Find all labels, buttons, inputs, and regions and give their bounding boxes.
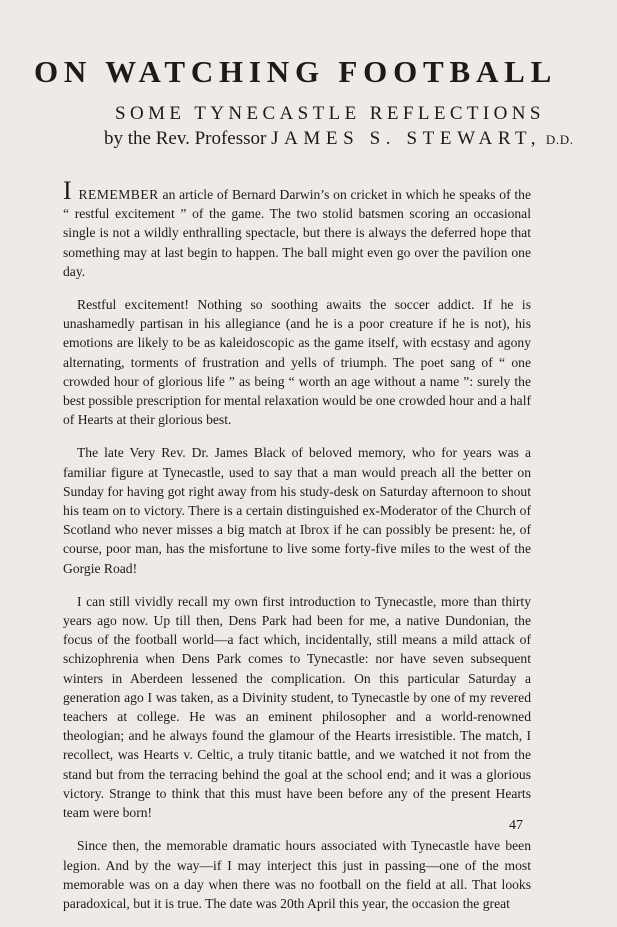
drop-cap: I — [63, 176, 72, 205]
page-number: 47 — [509, 818, 523, 833]
author-degree: D.D. — [545, 132, 574, 147]
article-subtitle: SOME TYNECASTLE REFLECTIONS — [115, 103, 545, 124]
byline-prefix: by the Rev. Professor — [104, 128, 267, 149]
author-name: JAMES S. STEWART, — [271, 128, 542, 149]
first-word: REMEMBER — [78, 187, 159, 202]
paragraph-2: Restful excitement! Nothing so soothing awaits the soccer addict. If he is unashamedly partisan in his allegiance (and he is a poor creature if he is not), his emotions are likely to be as kaleidoscopic as the game itself, with ecstasy and agony alternating, torments of frustration and yells of triumph. The poet sang of “ one crowded hour of glorious life ” as being “ worth an age without a name ”: surely the best possible prescription for mental relaxation would be one crowded hour and a half of Hearts at their glorious best. — [63, 297, 531, 428]
paragraph-1-text: an article of Bernard Darwin’s on cricket in which he speaks of the “ restful excitement ” of the game. The two stolid batsmen scoring an occasional single is not a wildly enthralling spectacle, but there is always the deferred hope that something may at last begin to happen. The ball might even go over the pavilion one day. — [63, 187, 531, 279]
paragraph-4: I can still vividly recall my own first introduction to Tynecastle, more than thirty years ago now. Up till then, Dens Park had been for me, a native Dundonian, the focus of the football world—a fact which, incidentally, still means a mild attack of schizophrenia when Dens Park comes to Tynecastle: nor have seven subsequent winters in Aberdeen lessened the complication. On this particular Saturday a generation ago I was taken, as a Divinity student, to Tynecastle by one of my revered teachers at college. He was an eminent philosopher and a world-renowned theologian; and he always found the glamour of the Hearts irresistible. The match, I recollect, was Hearts v. Celtic, a truly titanic battle, and we watched it not from the stand but from the terracing behind the goal at the school end; and it was a glorious victory. Strange to think that this must have been before any of the present Hearts team were born! — [63, 593, 531, 821]
article-title: ON WATCHING FOOTBALL — [34, 54, 558, 89]
paragraph-3: The late Very Rev. Dr. James Black of beloved memory, who for years was a familiar figure at Tynecastle, used to say that a man would preach all the better on Sunday for having got right away from his study-desk on Saturday afternoon to shout his team on to victory. There is a certain distinguished ex-Moderator of the Church of Scotland who never misses a big match at Ibrox if he can possibly be present: he, of course, poor man, has the misfortune to live some forty-five miles to the west of the Gorgie Road! — [63, 445, 531, 576]
paragraph-1 — [63, 176, 531, 281]
article-body — [63, 176, 531, 927]
paragraph-5: Since then, the memorable dramatic hours associated with Tynecastle have been legion. And by the way—if I may interject this just in passing—one of the most memorable was on a day when there was no football on the field at all. That looks paradoxical, but it is true. The date was 20th April this year, the occasion the great — [63, 838, 531, 911]
byline — [104, 129, 574, 148]
